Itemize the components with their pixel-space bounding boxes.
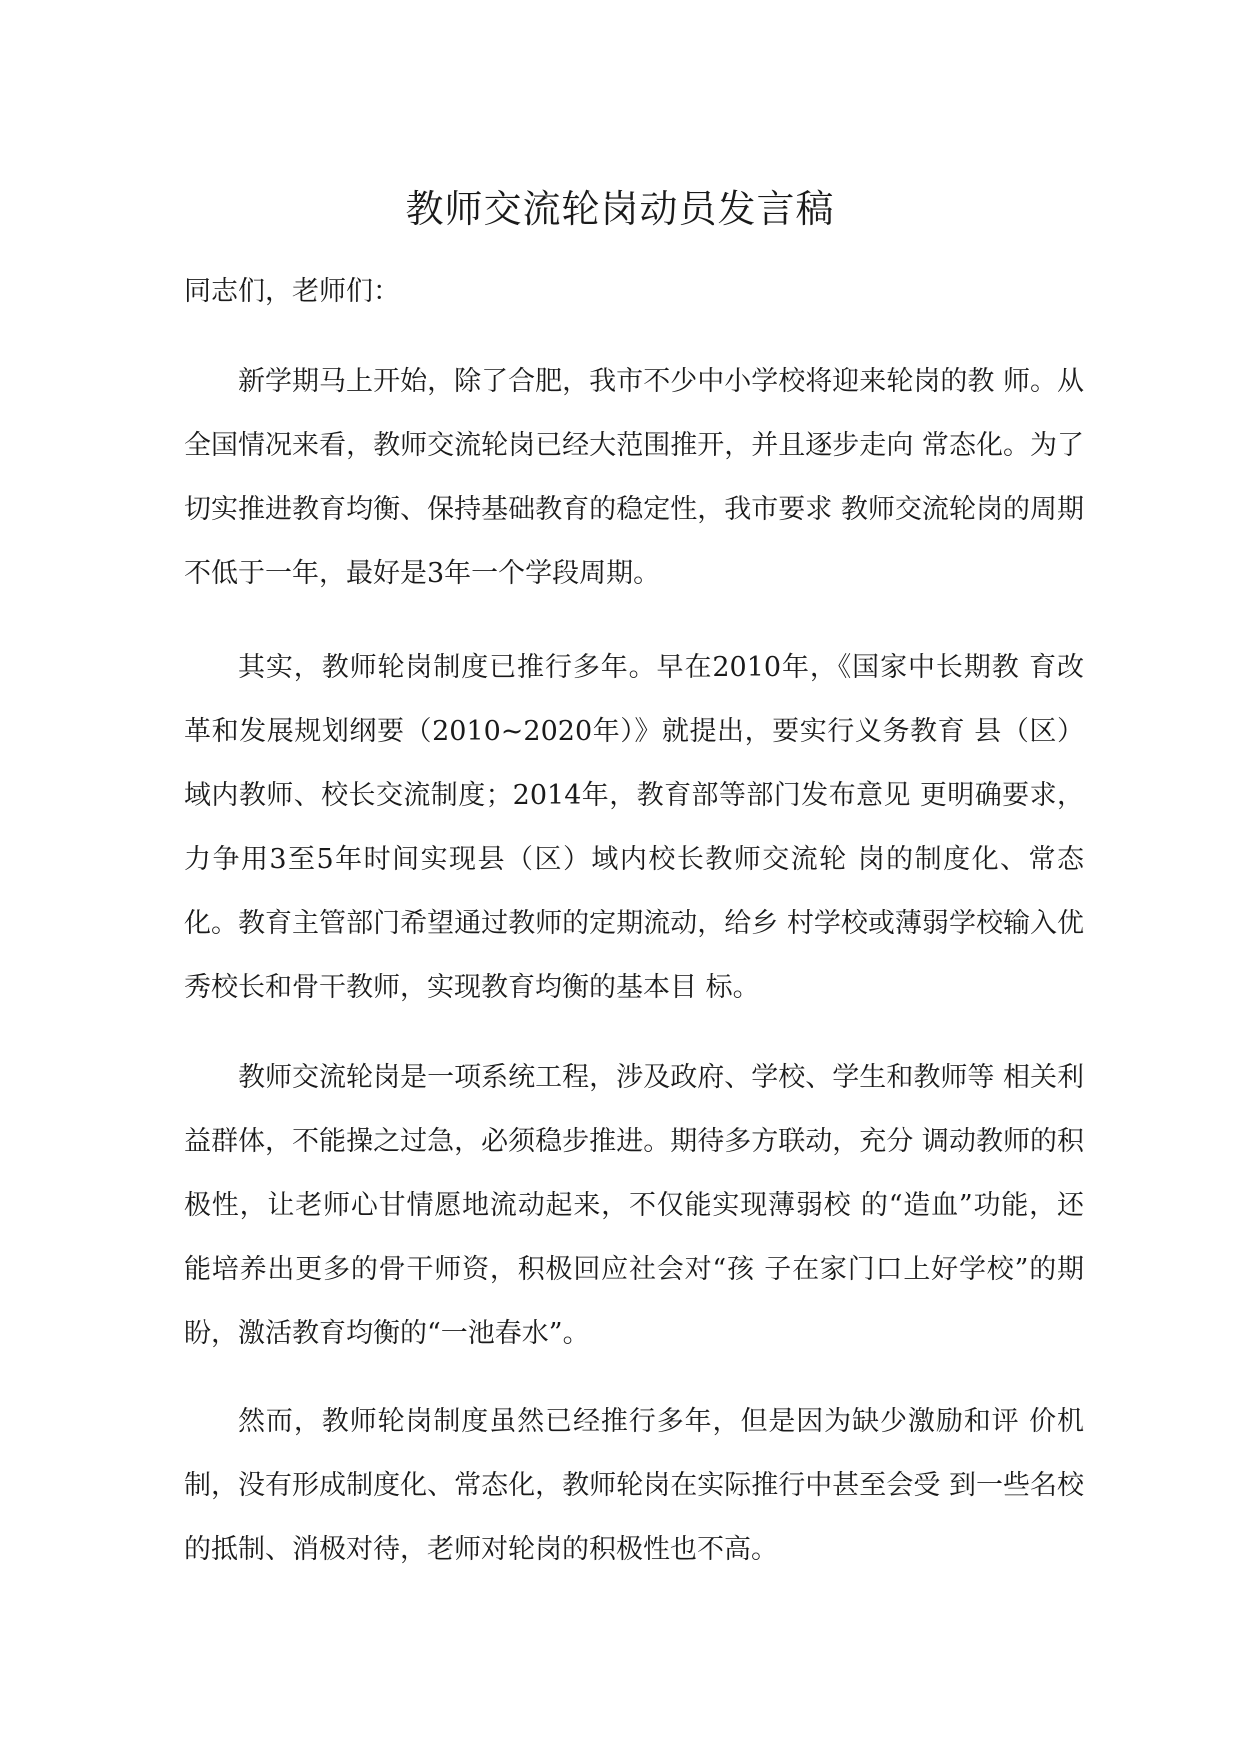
paragraph-1: 新学期马上开始，除了合肥，我市不少中小学校将迎来轮岗的教 师。从全国情况来看，教师交流轮岗已经大范围推开，并且逐步走向 常态化。为了切实推进教育均衡、保持基础教育的稳定性，我市要求 教师交流轮岗的周期不低于一年，最好是3年一个学段周期。 <box>184 366 1084 589</box>
salutation: 同志们，老师们： <box>184 276 400 307</box>
paragraph-3: 教师交流轮岗是一项系统工程，涉及政府、学校、学生和教师等 相关利益群体，不能操之过急，必须稳步推进。期待多方联动，充分 调动教师的积极性，让老师心甘情愿地流动起来，不仅能实现薄弱校 的“造血”功能，还能培养出更多的骨干师资，积极回应社会对“孩 子在家门口上好学校”的期盼，激活教育均衡的“一池春水”。 <box>184 1062 1084 1349</box>
paragraph-2: 其实，教师轮岗制度已推行多年。早在2010年，《国家中长期教 育改革和发展规划纲要（2010~2020年）》就提出，要实行义务教育 县（区）域内教师、校长交流制度；2014年，教育部等部门发布意见 更明确要求，力争用3至5年时间实现县（区）域内校长教师交流轮 岗的制度化、常态化。教育主管部门希望通过教师的定期流动，给乡 村学校或薄弱学校输入优秀校长和骨干教师，实现教育均衡的基本目 标。 <box>184 652 1084 1003</box>
paragraph-4: 然而，教师轮岗制度虽然已经推行多年，但是因为缺少激励和评 价机制，没有形成制度化、常态化，教师轮岗在实际推行中甚至会受 到一些名校的抵制、消极对待，老师对轮岗的积极性也不高。 <box>184 1406 1084 1565</box>
document-title: 教师交流轮岗动员发言稿 <box>405 187 835 231</box>
